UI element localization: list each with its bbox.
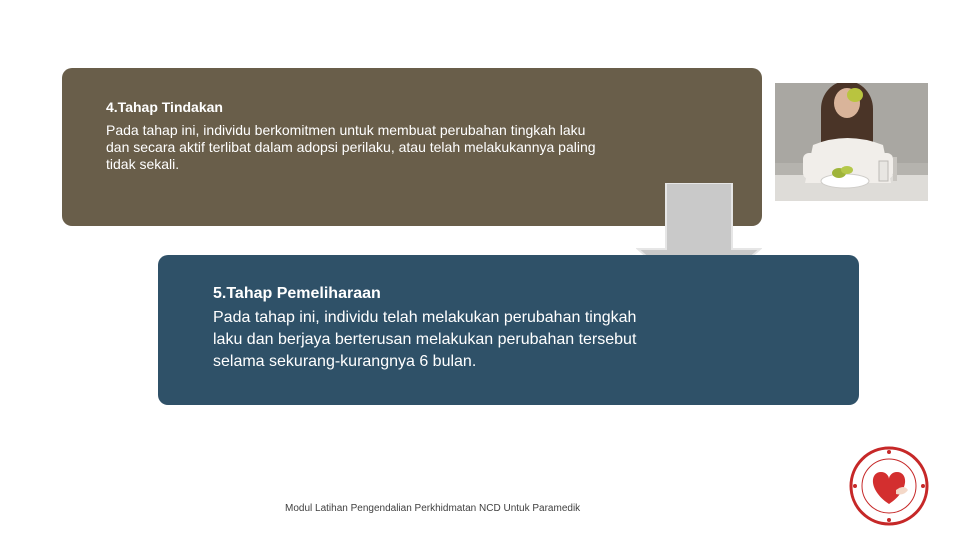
- stage-4-title: 4.Tahap Tindakan: [106, 99, 223, 115]
- health-ministry-heart-logo: [848, 446, 930, 526]
- stage-5-box: [158, 255, 859, 405]
- stage-5-title: 5.Tahap Pemeliharaan: [213, 285, 381, 302]
- stage-5-body: Pada tahap ini, individu telah melakukan perubahan tingkah laku dan berjaya berterusan melakukan perubahan tersebut selama sekurang-kurangnya 6 bulan.: [213, 309, 637, 370]
- woman-eating-salad-photo: [775, 83, 928, 201]
- footer-text: Modul Latihan Pengendalian Perkhidmatan NCD Untuk Paramedik: [285, 503, 581, 514]
- stage-4-body: Pada tahap ini, individu berkomitmen untuk membuat perubahan tingkah laku dan secara aktif terlibat dalam adopsi perilaku, atau telah melakukannya paling tidak sekali.: [106, 122, 596, 172]
